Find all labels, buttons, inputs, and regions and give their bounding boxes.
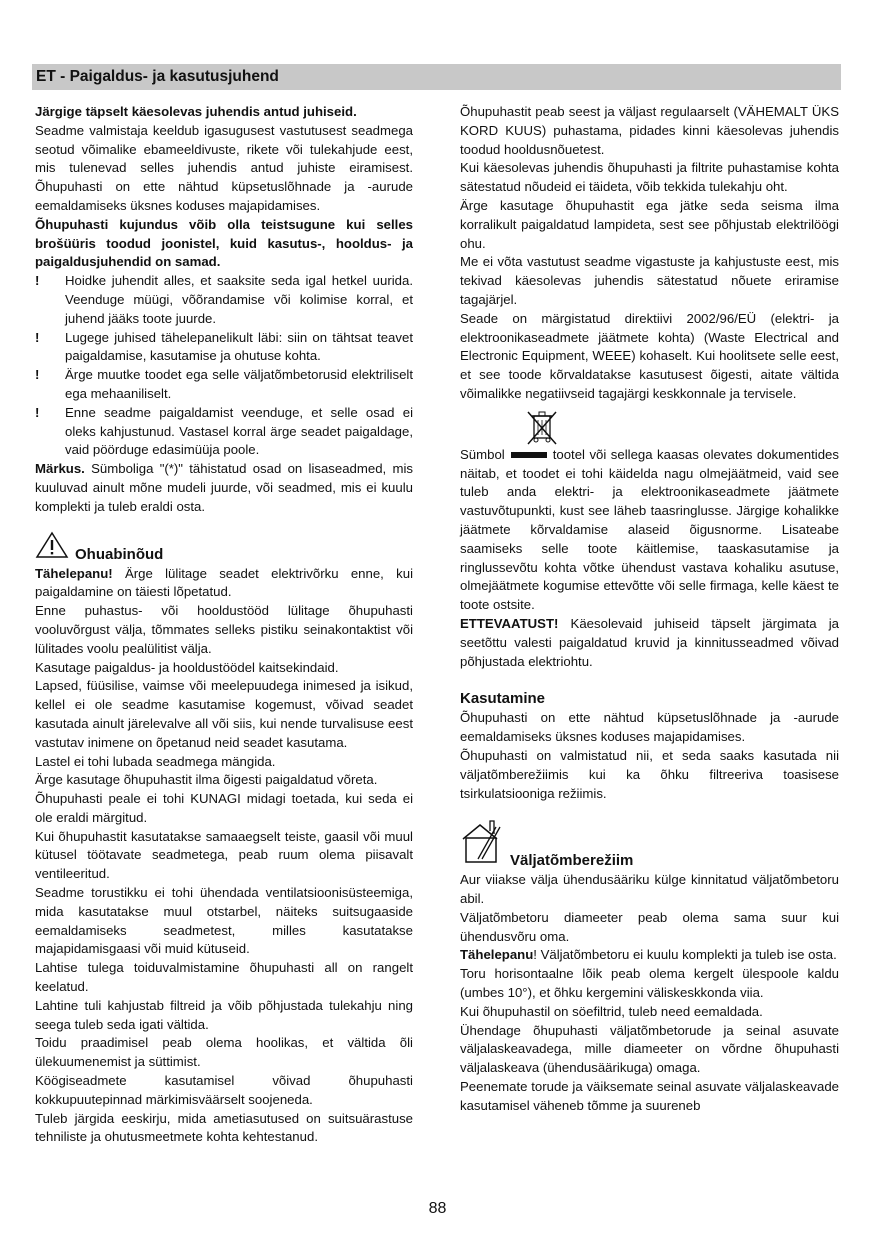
page-header-title: ET - Paigaldus- ja kasutusjuhend xyxy=(36,68,279,85)
safety-paragraph: Enne puhastus- või hooldustööd lülitage õhupuhasti vooluvõrgust välja, tõmmates selleks pistiku seinakontaktist või lülitades voolu pealülitist välja. xyxy=(35,603,413,656)
safety-paragraph: Lastel ei tohi lubada seadmega mängida. xyxy=(35,753,276,769)
safety-heading: Ohuabinõud xyxy=(35,531,413,565)
exhaust-paragraph: Toru horisontaalne lõik peab olema kergelt ülespoole kaldu (umbes 10°), et õhku kergemini väliskeskkonda viia. xyxy=(460,966,839,1001)
note: Märkus. Sümboliga "(*)" tähistatud osad on lisaseadmed, mis kuuluvad ainult mõne mudeli juurde, või seadmed, mis ei kuulu komplekti ja tuleb eraldi osta. xyxy=(35,461,413,514)
safety-paragraph: Köögiseadmete kasutamisel võivad õhupuhasti kokkupuutepinnad märkimisväärselt soojeneda. xyxy=(35,1073,413,1107)
bullet-item: ! Hoidke juhendit alles, et saaksite seda igal hetkel uurida. Veenduge müügi, võõrandamise või kolimise korral, et juhend jääks toote juurde. xyxy=(35,273,413,326)
exhaust-paragraph: Aur viiakse välja ühendusääriku külge kinnitatud väljatõmbetoru abil. xyxy=(460,872,839,907)
exhaust-heading: Väljatõmberežiim xyxy=(460,819,839,871)
maintenance-paragraph: Kui käesolevas juhendis õhupuhasti ja filtrite puhastamise kohta sätestatud nõudeid ei täideta, võib tekkida tulekahju oht. xyxy=(460,160,839,195)
black-bar-icon xyxy=(511,452,547,458)
maintenance-paragraph: Õhupuhastit peab seest ja väljast regulaarselt (VÄHEMALT ÜKS KORD KUUS) puhastama, pidades kinni käesolevas juhendis toodud hooldusnõuetest. xyxy=(460,104,839,157)
intro-bold: Järgige täpselt käesolevas juhendis antud juhiseid. xyxy=(35,104,357,119)
caution-paragraph: ETTEVAATUST! Käesolevaid juhiseid täpselt järgimata ja seetõttu valesti paigaldatud kruvid ja kinnitusseadmed võivad põhjustada elektriohtu. xyxy=(460,615,839,669)
warning-triangle-icon xyxy=(35,531,69,565)
intro-bold-2: Õhupuhasti kujundus võib olla teistsugune kui selles brošüüris toodud joonistel, kuid kasutus-, hooldus- ja paigaldusjuhendid on samad. xyxy=(35,216,413,270)
page-header xyxy=(32,64,841,90)
safety-paragraph: Õhupuhasti peale ei tohi KUNAGI midagi toetada, kui seda ei ole eraldi märgitud. xyxy=(35,791,413,825)
weee-symbol-block xyxy=(460,408,839,446)
safety-attention: Tähelepanu! Ärge lülitage seadet elektrivõrku enne, kui paigaldamine on täiesti lõpetatud. xyxy=(35,565,413,600)
safety-paragraph: Lahtise tulega toiduvalmistamine õhupuhasti all on rangelt keelatud. xyxy=(35,960,413,995)
safety-paragraph: Lapsed, füüsilise, vaimse või meelepuudega inimesed ja isikud, kellel ei ole seadme kasutamise kogemust, võivad seadet kasutada ainult järelevalve all või siis, kui nende turvalisuse eest vastutav inimene on õpetanud neid seadet kasutama. xyxy=(35,678,413,750)
usage-heading: Kasutamine xyxy=(460,690,546,708)
usage-paragraph: Õhupuhasti on valmistatud nii, et seda saaks kasutada nii väljatõmberežiimis kui ka õhku filtreeriva toasisese tsirkulatsiooniga režiimis. xyxy=(460,747,839,801)
safety-paragraph: Kasutage paigaldus- ja hooldustöödel kaitsekindaid. xyxy=(35,659,339,675)
exhaust-paragraph: Väljatõmbetoru diameeter peab olema sama suur kui ühendusvõru oma. xyxy=(460,909,839,944)
exhaust-attention: Tähelepanu! Väljatõmbetoru ei kuulu komplekti ja tuleb ise osta. xyxy=(460,947,837,963)
usage-paragraph: Õhupuhasti on ette nähtud küpsetuslõhnade ja -aurude eemaldamiseks üksnes koduses majapidamises. xyxy=(460,710,839,745)
weee-paragraph: Seade on märgistatud direktiivi 2002/96/EÜ (elektri- ja elektroonikaseadmete jäätmete kohta) (Waste Electrical and Electronic Equipment, WEEE) kohaselt. Kui hoolitsete selle eest, et see toode kõrvaldatakse kasutusest õigesti, aitate vältida võimalikke negatiivseid tagajärgi keskkonnale ja tervisele. xyxy=(460,310,839,401)
safety-paragraph: Tuleb järgida eeskirju, mida ametiasutused on suitsuärastuse tehniliste ja ohutusmeetmete kohta kehtestanud. xyxy=(35,1110,413,1145)
crossed-bin-icon xyxy=(522,408,562,446)
intro-text: Seadme valmistaja keeldub igasugusest vastutusest seadmega seotud võimalike ebameeldivuste, rikete või tulekahjude eest, mis tulenevad selles juhendis antud juhiste eiramisest. Õhupuhasti on ette nähtud küpsetuslõhnade ja -aurude eemaldamiseks üksnes koduses majapidamises. xyxy=(35,122,413,213)
safety-paragraph: Toidu praadimisel peab olema hoolikas, et vältida õli ülekuumenemist ja süttimist. xyxy=(35,1035,413,1070)
bullet-item: ! Lugege juhised tähelepanelikult läbi: siin on tähtsat teavet paigaldamise, kasutamise ja ohutuse kohta. xyxy=(35,329,413,364)
safety-paragraph: Seadme torustikku ei tohi ühendada ventilatsioonisüsteemiga, mida kasutatakse muul otstarbel, näiteks suitsugaaside eemaldamiseks seadmetest, milles kasutatakse majapidamisgaasi või muid kütuseid. xyxy=(35,885,413,957)
left-column xyxy=(35,103,413,1147)
bullet-item: ! Enne seadme paigaldamist veenduge, et selle osad ei oleks kahjustunud. Vastasel korral ärge seadet paigaldage, vaid pöörduge edasimüüja poole. xyxy=(35,404,413,458)
house-duct-icon xyxy=(460,819,504,871)
symbol-paragraph: Sümbol tootel või sellega kaasas olevates dokumentides näitab, et toodet ei tohi käidelda nagu olmejäätmeid, vaid see tuleb anda elektri- ja elektroonikaseadmete jäätmete vastuvõtupunkti, kust see läheb taasringlusse. Järgige kohalikke jäätmete kõrvaldamise alaseid õigusnorme. Lisateabe saamiseks selle toote käitlemise, taaskasutamise ja ringlussevõtu kohta võtke ühendust vastava kohaliku asutuse, olmejäätmete kogumise ettevõtte või selle firmaga, kelle käest te toote ostsite. xyxy=(460,446,839,613)
bullet-item: ! Ärge muutke toodet ega selle väljatõmbetorusid elektriliselt ega mehaaniliselt. xyxy=(35,367,413,401)
exhaust-paragraph: Kui õhupuhastil on söefiltrid, tuleb need eemaldada. xyxy=(460,1003,763,1019)
exhaust-paragraph: Peenemate torude ja väiksemate seinal asuvate väljalaskeavade kasutamisel väheneb tõmme ja suureneb xyxy=(460,1079,839,1113)
exhaust-paragraph: Ühendage õhupuhasti väljatõmbetorude ja seinal asuvate väljalaskeavadega, mille diameeter on võrdne õhupuhasti väljalaskeava (ühendusäärikuga) omaga. xyxy=(460,1022,839,1076)
safety-paragraph: Lahtine tuli kahjustab filtreid ja võib põhjustada tulekahju ning seega tuleb seda igati vältida. xyxy=(35,997,413,1032)
right-column xyxy=(460,103,839,1116)
safety-paragraph: Ärge kasutage õhupuhastit ilma õigesti paigaldatud võreta. xyxy=(35,772,378,788)
maintenance-paragraph: Me ei võta vastutust seadme vigastuste ja kahjustuste eest, mis tekivad käesolevas juhendis sätestatud nõuete eriramise tagajärjel. xyxy=(460,254,839,307)
safety-paragraph: Kui õhupuhastit kasutatakse samaaegselt teiste, gaasil või muul kütusel töötavate seadmetega, peab ruum olema piisavalt ventileeritud. xyxy=(35,828,413,882)
page-number: 88 xyxy=(428,1200,447,1217)
maintenance-paragraph: Ärge kasutage õhupuhastit ega jätke seda seisma ilma korralikult paigaldatud lampideta, sest see põhjustab elektrilöögi ohu. xyxy=(460,197,839,251)
